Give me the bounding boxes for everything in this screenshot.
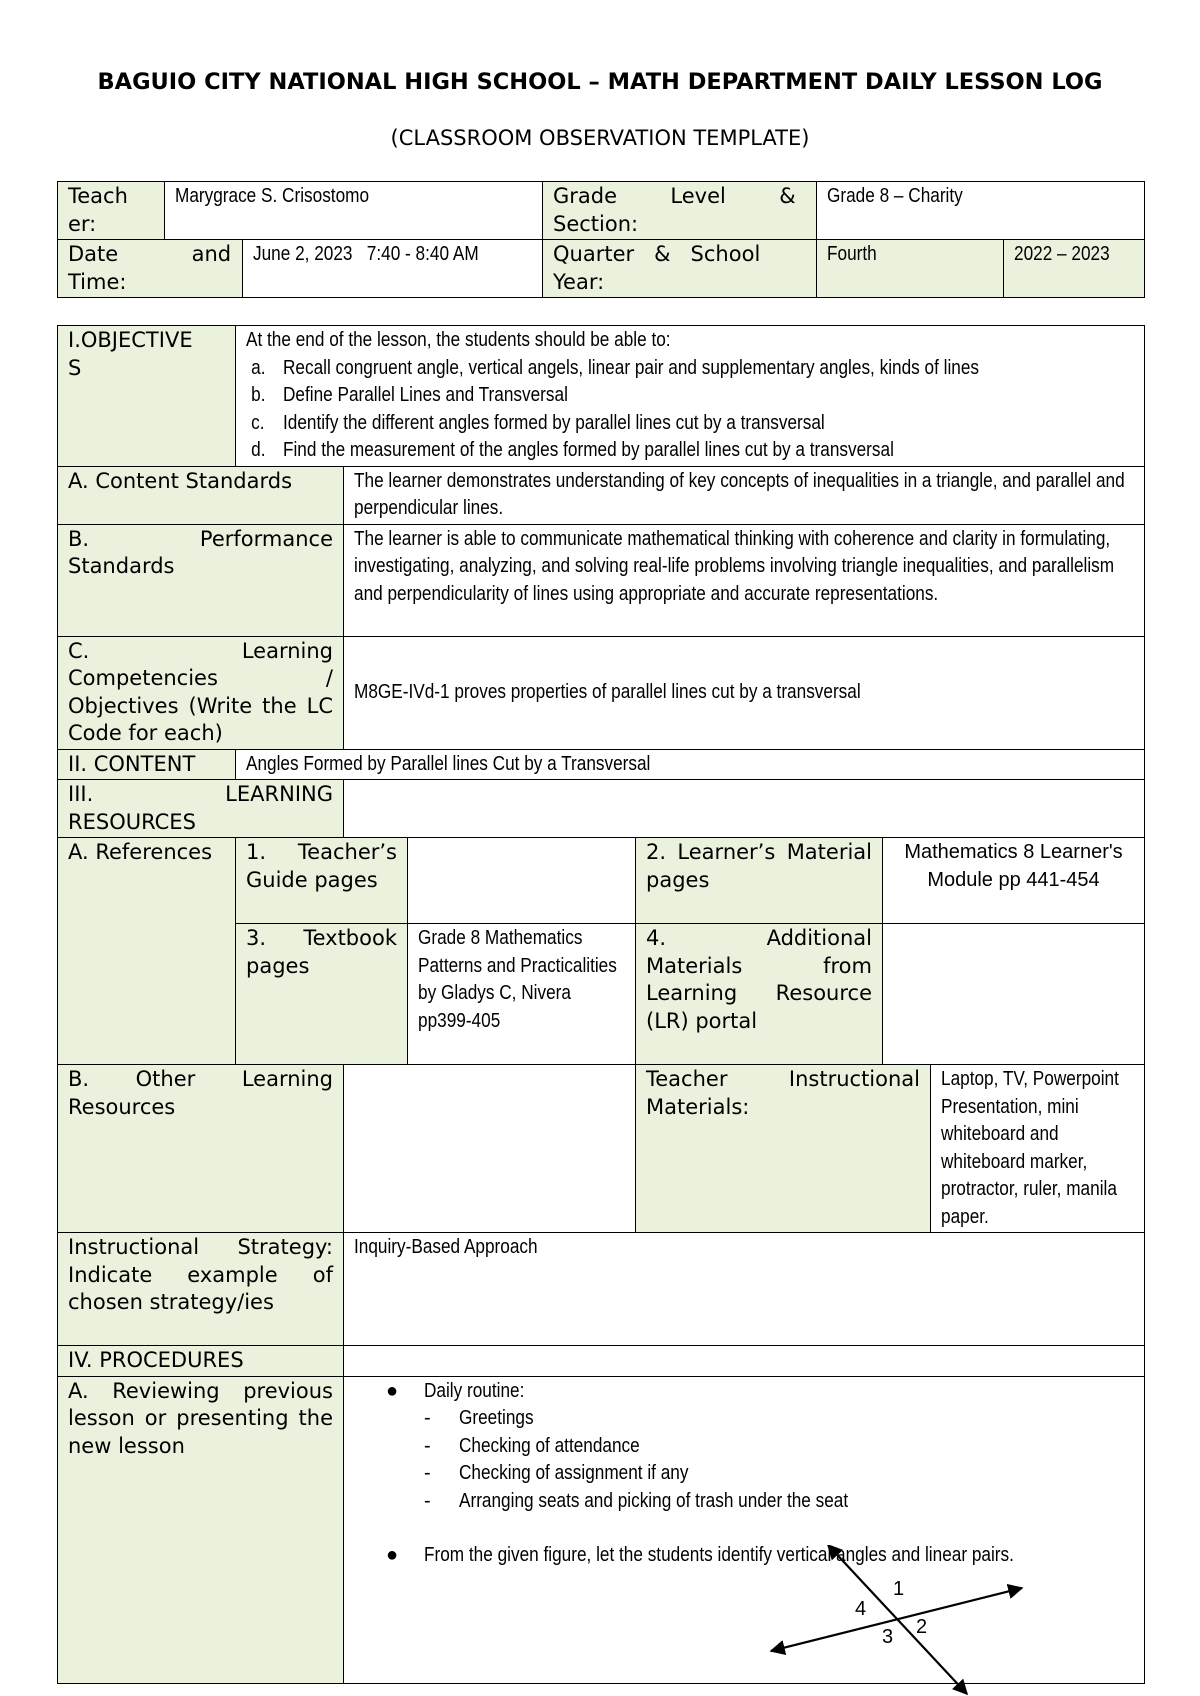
angle-label: 1 (893, 1578, 905, 1600)
school-year-value: 2022 – 2023 (1004, 240, 1145, 298)
procedures-label: IV. PROCEDURES (58, 1346, 344, 1377)
grade-value: Grade 8 – Charity (817, 182, 1145, 240)
teacher-materials-value: Laptop, TV, Powerpoint Presentation, mini whiteboard and whiteboard marker, protractor, ruler, manila paper. (931, 1065, 1145, 1233)
grade-label: Grade Level & Section: (543, 182, 817, 240)
other-resources-label: B. Other Learning Resources (58, 1065, 344, 1233)
strategy-value: Inquiry-Based Approach (344, 1233, 1145, 1346)
competencies-label: C. Learning Competencies / Objectives (Write the LC Code for each) (58, 636, 344, 749)
textbook-value: Grade 8 Mathematics Patterns and Practicalities by Gladys C, Nivera pp399-405 (408, 924, 636, 1065)
quarter-label: Quarter & School Year: (543, 240, 817, 298)
lm-label: 2. Learner’s Material pages (636, 838, 883, 924)
lesson-table (57, 325, 1145, 1684)
competencies-value: M8GE-IVd-1 proves properties of parallel lines cut by a transversal (344, 636, 1145, 749)
strategy-label: Instructional Strategy: Indicate example of chosen strategy/ies (58, 1233, 344, 1346)
procedures-value (344, 1346, 1145, 1377)
page-subtitle: (CLASSROOM OBSERVATION TEMPLATE) (390, 126, 810, 150)
routine-list (354, 1405, 1134, 1515)
quarter-value: Fourth (817, 240, 1004, 298)
tg-value (408, 838, 636, 924)
angle-label: 4 (855, 1598, 867, 1620)
objectives-value: At the end of the lesson, the students should be able to: a. Recall congruent angle, vertical angels, linear pair and supplementary angles, kinds of lines b. Define Parallel Lines and Transversal c. Identify the different angles formed by parallel lines cut by a transversal d. Find the measurement of the angles formed by parallel lines cut by a transversal (236, 326, 1145, 467)
page-title: BAGUIO CITY NATIONAL HIGH SCHOOL – MATH DEPARTMENT DAILY LESSON LOG (97, 69, 1103, 95)
routine-item: - Checking of attendance (424, 1434, 640, 1457)
content-value: Angles Formed by Parallel lines Cut by a Transversal (236, 749, 1145, 780)
objectives-label: I.OBJECTIVE S (58, 326, 236, 467)
learning-resources-label: III. LEARNING RESOURCES (58, 780, 344, 838)
content-standards-value: The learner demonstrates understanding of key concepts of inequalities in a triangle, and parallel and perpendicular lines. (344, 466, 1145, 524)
objective-item: a. Recall congruent angle, vertical angels, linear pair and supplementary angles, kinds of lines (251, 356, 980, 379)
teacher-materials-label: Teacher Instructional Materials: (636, 1065, 931, 1233)
objective-item: b. Define Parallel Lines and Transversal (251, 384, 568, 406)
routine-item: - Checking of assignment if any (424, 1462, 689, 1484)
routine-item: - Arranging seats and picking of trash under the seat (424, 1489, 849, 1512)
performance-standards-label: B. Performance Standards (58, 524, 344, 636)
info-table (57, 181, 1145, 298)
angle-label: 3 (882, 1626, 894, 1648)
reviewing-label: A. Reviewing previous lesson or presenting the new lesson (58, 1376, 344, 1683)
date-label: Date and Time: (58, 240, 243, 298)
other-resources-value (344, 1065, 636, 1233)
objective-item: c. Identify the different angles formed by parallel lines cut by a transversal (251, 411, 825, 434)
content-label: II. CONTENT (58, 749, 236, 780)
routine-item: - Greetings (424, 1407, 534, 1429)
tg-label: 1. Teacher’s Guide pages (236, 838, 408, 924)
performance-standards-value: The learner is able to communicate mathematical thinking with coherence and clarity in formulating, investigating, analyzing, and solving real-life problems involving triangle inequalities, and parallelism and perpendicularity of lines using appropriate and accurate representations. (344, 524, 1145, 636)
learning-resources-value (344, 780, 1145, 838)
lm-value: Mathematics 8 Learner's Module pp 441-454 (883, 838, 1145, 924)
angle-label: 2 (916, 1616, 928, 1638)
additional-materials-value (883, 924, 1145, 1065)
teacher-label: Teach er: (58, 182, 165, 240)
line-cd (828, 1545, 967, 1694)
teacher-value: Marygrace S. Crisostomo (165, 182, 543, 240)
objectives-list (246, 355, 1145, 465)
bullet-item: ● Daily routine: (386, 1379, 525, 1402)
additional-materials-label: 4. Additional Materials from Learning Resource (LR) portal (636, 924, 883, 1065)
objective-item: d. Find the measurement of the angles formed by parallel lines cut by a transversal (251, 439, 894, 461)
content-standards-label: A. Content Standards (58, 466, 344, 524)
textbook-label: 3. Textbook pages (236, 924, 408, 1065)
references-label: A. References (58, 838, 236, 1065)
date-value: June 2, 2023 7:40 - 8:40 AM (243, 240, 543, 298)
bullet-item: ● From the given figure, let the students identify vertical angles and linear pairs. (386, 1544, 1014, 1566)
intersecting-lines-figure (760, 1545, 1060, 1696)
